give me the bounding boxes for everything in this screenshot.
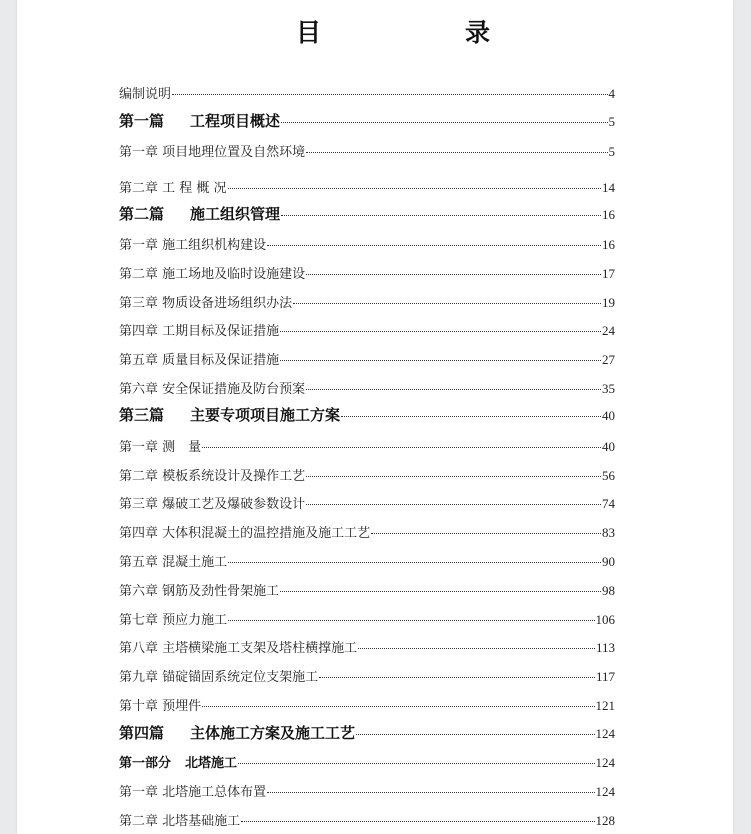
- dot-leader: [341, 416, 601, 417]
- dot-leader: [319, 677, 595, 678]
- toc-entry-label: 第三章 爆破工艺及爆破参数设计: [119, 497, 306, 512]
- dot-leader: [228, 620, 594, 621]
- toc-part-title: 工程项目概述: [190, 112, 281, 130]
- toc-entry[interactable]: [119, 810, 615, 830]
- toc-part-title: 主体施工方案及施工工艺: [190, 724, 356, 742]
- toc-entry[interactable]: [119, 522, 615, 542]
- toc-entry-page: 5: [608, 114, 615, 129]
- dot-leader: [306, 152, 607, 153]
- toc-entry[interactable]: [119, 465, 615, 485]
- toc-part-label: [119, 110, 280, 131]
- toc-entry-page: 98: [602, 583, 615, 598]
- toc-entry-page: 124: [595, 755, 615, 770]
- toc-part-number: 第四篇: [119, 724, 165, 742]
- toc-entry-page: 83: [602, 525, 615, 540]
- toc-entry-page: 124: [595, 784, 615, 799]
- toc-entry-page: 5: [608, 144, 615, 159]
- toc-entry-label: 第二章 工 程 概 况: [119, 181, 227, 196]
- toc-entry-page: 124: [595, 726, 615, 741]
- dot-leader: [281, 122, 607, 123]
- toc-entry[interactable]: [119, 141, 615, 161]
- dot-leader: [228, 188, 601, 189]
- toc-entry-label: 第三章 物质设备进场组织办法: [119, 296, 293, 311]
- toc-entry-label: 第六章 钢筋及劲性骨架施工: [119, 584, 280, 599]
- dot-leader: [358, 648, 595, 649]
- toc-entry-page: 35: [602, 381, 615, 396]
- toc-entry-label: 第五章 质量目标及保证措施: [119, 353, 280, 368]
- toc-entry[interactable]: [119, 234, 615, 254]
- toc-entry-label: 第九章 锚碇锚固系统定位支架施工: [119, 670, 319, 685]
- toc-entry-label: 第七章 预应力施工: [119, 613, 228, 628]
- toc-entry[interactable]: [119, 263, 615, 283]
- toc-subpart-label: [119, 752, 237, 771]
- toc-entry-page: 128: [595, 813, 615, 828]
- toc-title: [17, 13, 733, 47]
- dot-leader: [306, 389, 601, 390]
- toc-entry[interactable]: [119, 781, 615, 801]
- toc-entry-page: 16: [602, 237, 615, 252]
- toc-title-char-2: 录: [465, 18, 491, 47]
- toc-entry-label: 第四章 工期目标及保证措施: [119, 324, 280, 339]
- toc-entry-page: 113: [595, 640, 615, 655]
- toc-entry[interactable]: [119, 637, 615, 657]
- toc-entry[interactable]: [119, 493, 615, 513]
- toc-entry[interactable]: [119, 292, 615, 312]
- toc-entry-page: 40: [602, 408, 615, 423]
- dot-leader: [267, 792, 594, 793]
- toc-entry-page: 17: [602, 266, 615, 281]
- toc-title-char-1: 目: [296, 18, 322, 47]
- toc-entry-label: 第一章 测 量: [119, 440, 202, 455]
- toc-entry-page: 117: [595, 669, 615, 684]
- toc-entry[interactable]: [119, 551, 615, 571]
- toc-entry-label: 第十章 预埋件: [119, 699, 202, 714]
- toc-part-entry[interactable]: [119, 110, 615, 130]
- toc-entry-page: 90: [602, 554, 615, 569]
- dot-leader: [172, 94, 607, 95]
- toc-entry-page: 74: [602, 496, 615, 511]
- dot-leader: [293, 303, 601, 304]
- dot-leader: [306, 274, 601, 275]
- toc-entry-label: 第六章 安全保证措施及防台预案: [119, 382, 306, 397]
- toc-entry[interactable]: [119, 378, 615, 398]
- toc-part-label: [119, 722, 355, 743]
- toc-entry[interactable]: [119, 83, 615, 103]
- toc-entry[interactable]: [119, 609, 615, 629]
- dot-leader: [267, 245, 601, 246]
- toc-subpart-entry[interactable]: [119, 752, 615, 772]
- toc-entry-label: 第一章 施工组织机构建设: [119, 238, 267, 253]
- toc-entry-page: 121: [595, 698, 615, 713]
- toc-part-entry[interactable]: [119, 203, 615, 223]
- dot-leader: [280, 591, 601, 592]
- toc-entry-page: 4: [608, 86, 615, 101]
- toc-part-title: 施工组织管理: [190, 205, 281, 223]
- toc-entry-label: 第一章 项目地理位置及自然环境: [119, 145, 306, 160]
- toc-part-entry[interactable]: [119, 404, 615, 424]
- dot-leader: [306, 504, 601, 505]
- toc-entry-label: 第五章 混凝土施工: [119, 555, 228, 570]
- toc-entry-page: 14: [602, 180, 615, 195]
- toc-entry[interactable]: [119, 320, 615, 340]
- toc-part-number: 第一篇: [119, 112, 165, 130]
- toc-entry-label: 第一章 北塔施工总体布置: [119, 785, 267, 800]
- toc-entry[interactable]: [119, 349, 615, 369]
- toc-subpart-title: 北塔施工: [185, 756, 238, 771]
- dot-leader: [238, 763, 594, 764]
- toc-entry-page: 16: [602, 207, 615, 222]
- toc-part-number: 第二篇: [119, 205, 165, 223]
- toc-entry-page: 19: [602, 295, 615, 310]
- dot-leader: [371, 533, 601, 534]
- toc-part-label: [119, 203, 280, 224]
- toc-entry-label: 编制说明: [119, 87, 172, 102]
- toc-entry-label: 第四章 大体积混凝土的温控措施及施工工艺: [119, 526, 371, 541]
- dot-leader: [280, 331, 601, 332]
- toc-entry-label: 第二章 北塔基础施工: [119, 814, 241, 829]
- dot-leader: [241, 821, 594, 822]
- toc-subpart-number: 第一部分: [119, 756, 172, 771]
- toc-entry-page: 56: [602, 468, 615, 483]
- dot-leader: [280, 360, 601, 361]
- toc-entry-page: 24: [602, 323, 615, 338]
- toc-entry[interactable]: [119, 695, 615, 715]
- toc-entry[interactable]: [119, 436, 615, 456]
- dot-leader: [202, 706, 594, 707]
- toc-entry-label: 第八章 主塔横梁施工支架及塔柱横撑施工: [119, 641, 358, 656]
- toc-part-number: 第三篇: [119, 406, 165, 424]
- toc-entry-page: 40: [602, 439, 615, 454]
- toc-entry[interactable]: [119, 580, 615, 600]
- toc-entry-page: 27: [602, 352, 615, 367]
- toc-entry-label: 第二章 模板系统设计及操作工艺: [119, 469, 306, 484]
- dot-leader: [281, 215, 601, 216]
- toc-part-entry[interactable]: [119, 722, 615, 742]
- toc-entry-label: 第二章 施工场地及临时设施建设: [119, 267, 306, 282]
- toc-part-label: [119, 404, 340, 425]
- dot-leader: [306, 476, 601, 477]
- toc-entry[interactable]: [119, 177, 615, 197]
- toc-entry[interactable]: [119, 666, 615, 686]
- dot-leader: [228, 562, 601, 563]
- toc-entry-page: 106: [595, 612, 615, 627]
- toc-part-title: 主要专项项目施工方案: [190, 406, 341, 424]
- dot-leader: [202, 447, 601, 448]
- dot-leader: [356, 734, 594, 735]
- document-page: [17, 0, 733, 834]
